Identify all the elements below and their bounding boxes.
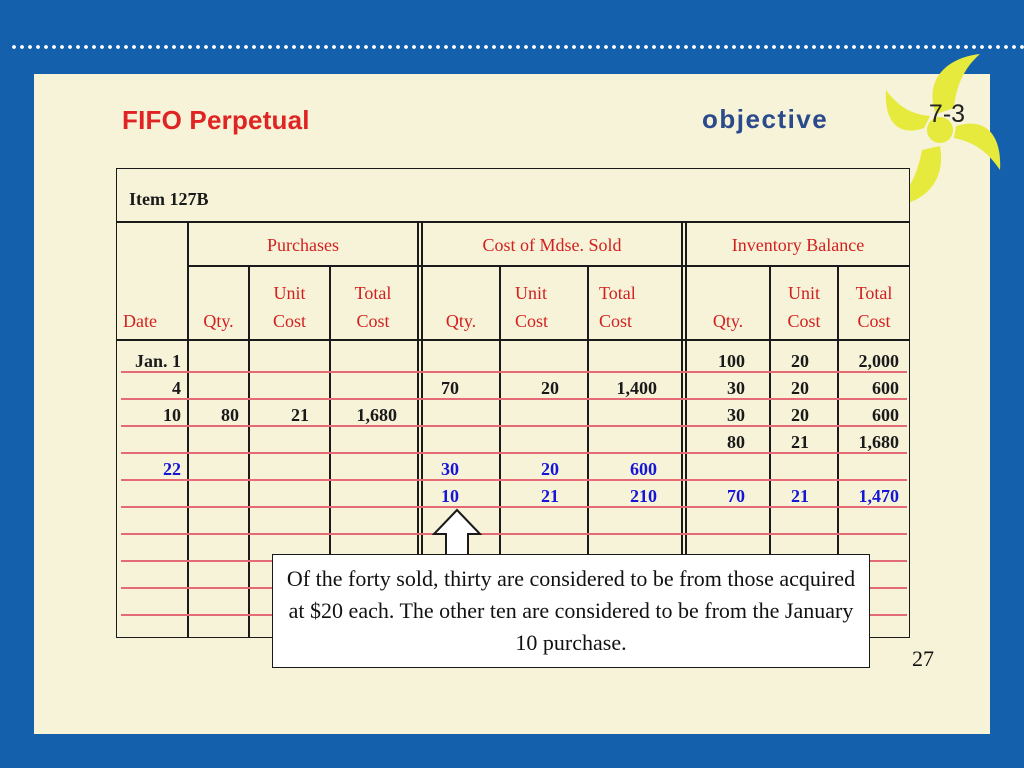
col-p-unit: Unit xyxy=(273,283,306,303)
col-s-unit: Unit xyxy=(515,283,548,303)
objective-label: objective xyxy=(702,104,829,134)
cell-s-total: 600 xyxy=(630,459,657,479)
cell-s-total: 210 xyxy=(630,486,657,506)
col-i-total: Total xyxy=(855,283,893,303)
cell-i-total: 600 xyxy=(872,405,899,425)
cell-i-total: 1,470 xyxy=(858,486,899,506)
col-s-qty: Qty. xyxy=(445,311,477,331)
col-rule xyxy=(187,221,189,637)
ruled-line xyxy=(121,398,907,400)
cell-s-unit: 20 xyxy=(541,378,559,398)
objective-number: 7-3 xyxy=(928,100,966,128)
ruled-line xyxy=(121,506,907,508)
cell-s-qty: 70 xyxy=(441,378,459,398)
cell-date: 10 xyxy=(163,405,181,425)
col-i-unit: Unit xyxy=(787,283,820,303)
cell-date: Jan. 1 xyxy=(134,351,181,371)
cell-i-unit: 21 xyxy=(791,486,809,506)
ruled-line xyxy=(121,479,907,481)
cell-i-unit: 20 xyxy=(791,378,809,398)
col-s-total-cost: Cost xyxy=(599,311,633,331)
cell-s-unit: 21 xyxy=(541,486,559,506)
cell-date: 22 xyxy=(163,459,181,479)
col-i-unit-cost: Cost xyxy=(787,311,821,331)
cell-s-qty: 10 xyxy=(441,486,459,506)
col-s-unit-cost: Cost xyxy=(515,311,549,331)
cost-sold-header: Cost of Mdse. Sold xyxy=(482,235,622,255)
cell-i-qty: 70 xyxy=(727,486,745,506)
cell-p-qty: 80 xyxy=(221,405,239,425)
dotted-divider xyxy=(10,44,1024,50)
cell-p-total: 1,680 xyxy=(356,405,397,425)
purchases-header: Purchases xyxy=(267,235,339,255)
group-divider xyxy=(189,265,909,267)
col-i-total-cost: Cost xyxy=(857,311,891,331)
cell-i-total: 600 xyxy=(872,378,899,398)
col-s-total: Total xyxy=(599,283,636,303)
cell-i-qty: 30 xyxy=(727,405,745,425)
cell-i-total: 2,000 xyxy=(858,351,899,371)
header-divider xyxy=(117,339,909,341)
col-p-qty: Qty. xyxy=(203,311,234,331)
col-i-qty: Qty. xyxy=(712,311,744,331)
col-p-total-cost: Cost xyxy=(356,311,390,331)
col-p-unit-cost: Cost xyxy=(272,311,306,331)
cell-s-total: 1,400 xyxy=(616,378,657,398)
item-label: Item 127B xyxy=(129,189,209,209)
cell-i-total: 1,680 xyxy=(858,432,899,452)
cell-i-qty: 80 xyxy=(727,432,745,452)
ruled-line xyxy=(121,425,907,427)
cell-i-unit: 21 xyxy=(791,432,809,452)
col-date: Date xyxy=(123,311,157,331)
cell-date: 4 xyxy=(172,378,181,398)
slide-title: FIFO Perpetual xyxy=(122,105,310,135)
ruled-line xyxy=(121,452,907,454)
cell-s-unit: 20 xyxy=(541,459,559,479)
cell-i-unit: 20 xyxy=(791,405,809,425)
page-number: 27 xyxy=(912,646,934,671)
ruled-line xyxy=(121,533,907,535)
inventory-header: Inventory Balance xyxy=(731,235,865,255)
cell-s-qty: 30 xyxy=(441,459,459,479)
col-p-total: Total xyxy=(354,283,392,303)
cell-p-unit: 21 xyxy=(291,405,309,425)
cell-i-qty: 30 xyxy=(727,378,745,398)
cell-i-qty: 100 xyxy=(718,351,745,371)
ruled-line xyxy=(121,371,907,373)
item-divider xyxy=(117,221,909,223)
explanation-callout: Of the forty sold, thirty are considered to be from those acquired at $20 each. The other ten are considered to be from the January 10 purchase. xyxy=(272,554,870,668)
cell-i-unit: 20 xyxy=(791,351,809,371)
